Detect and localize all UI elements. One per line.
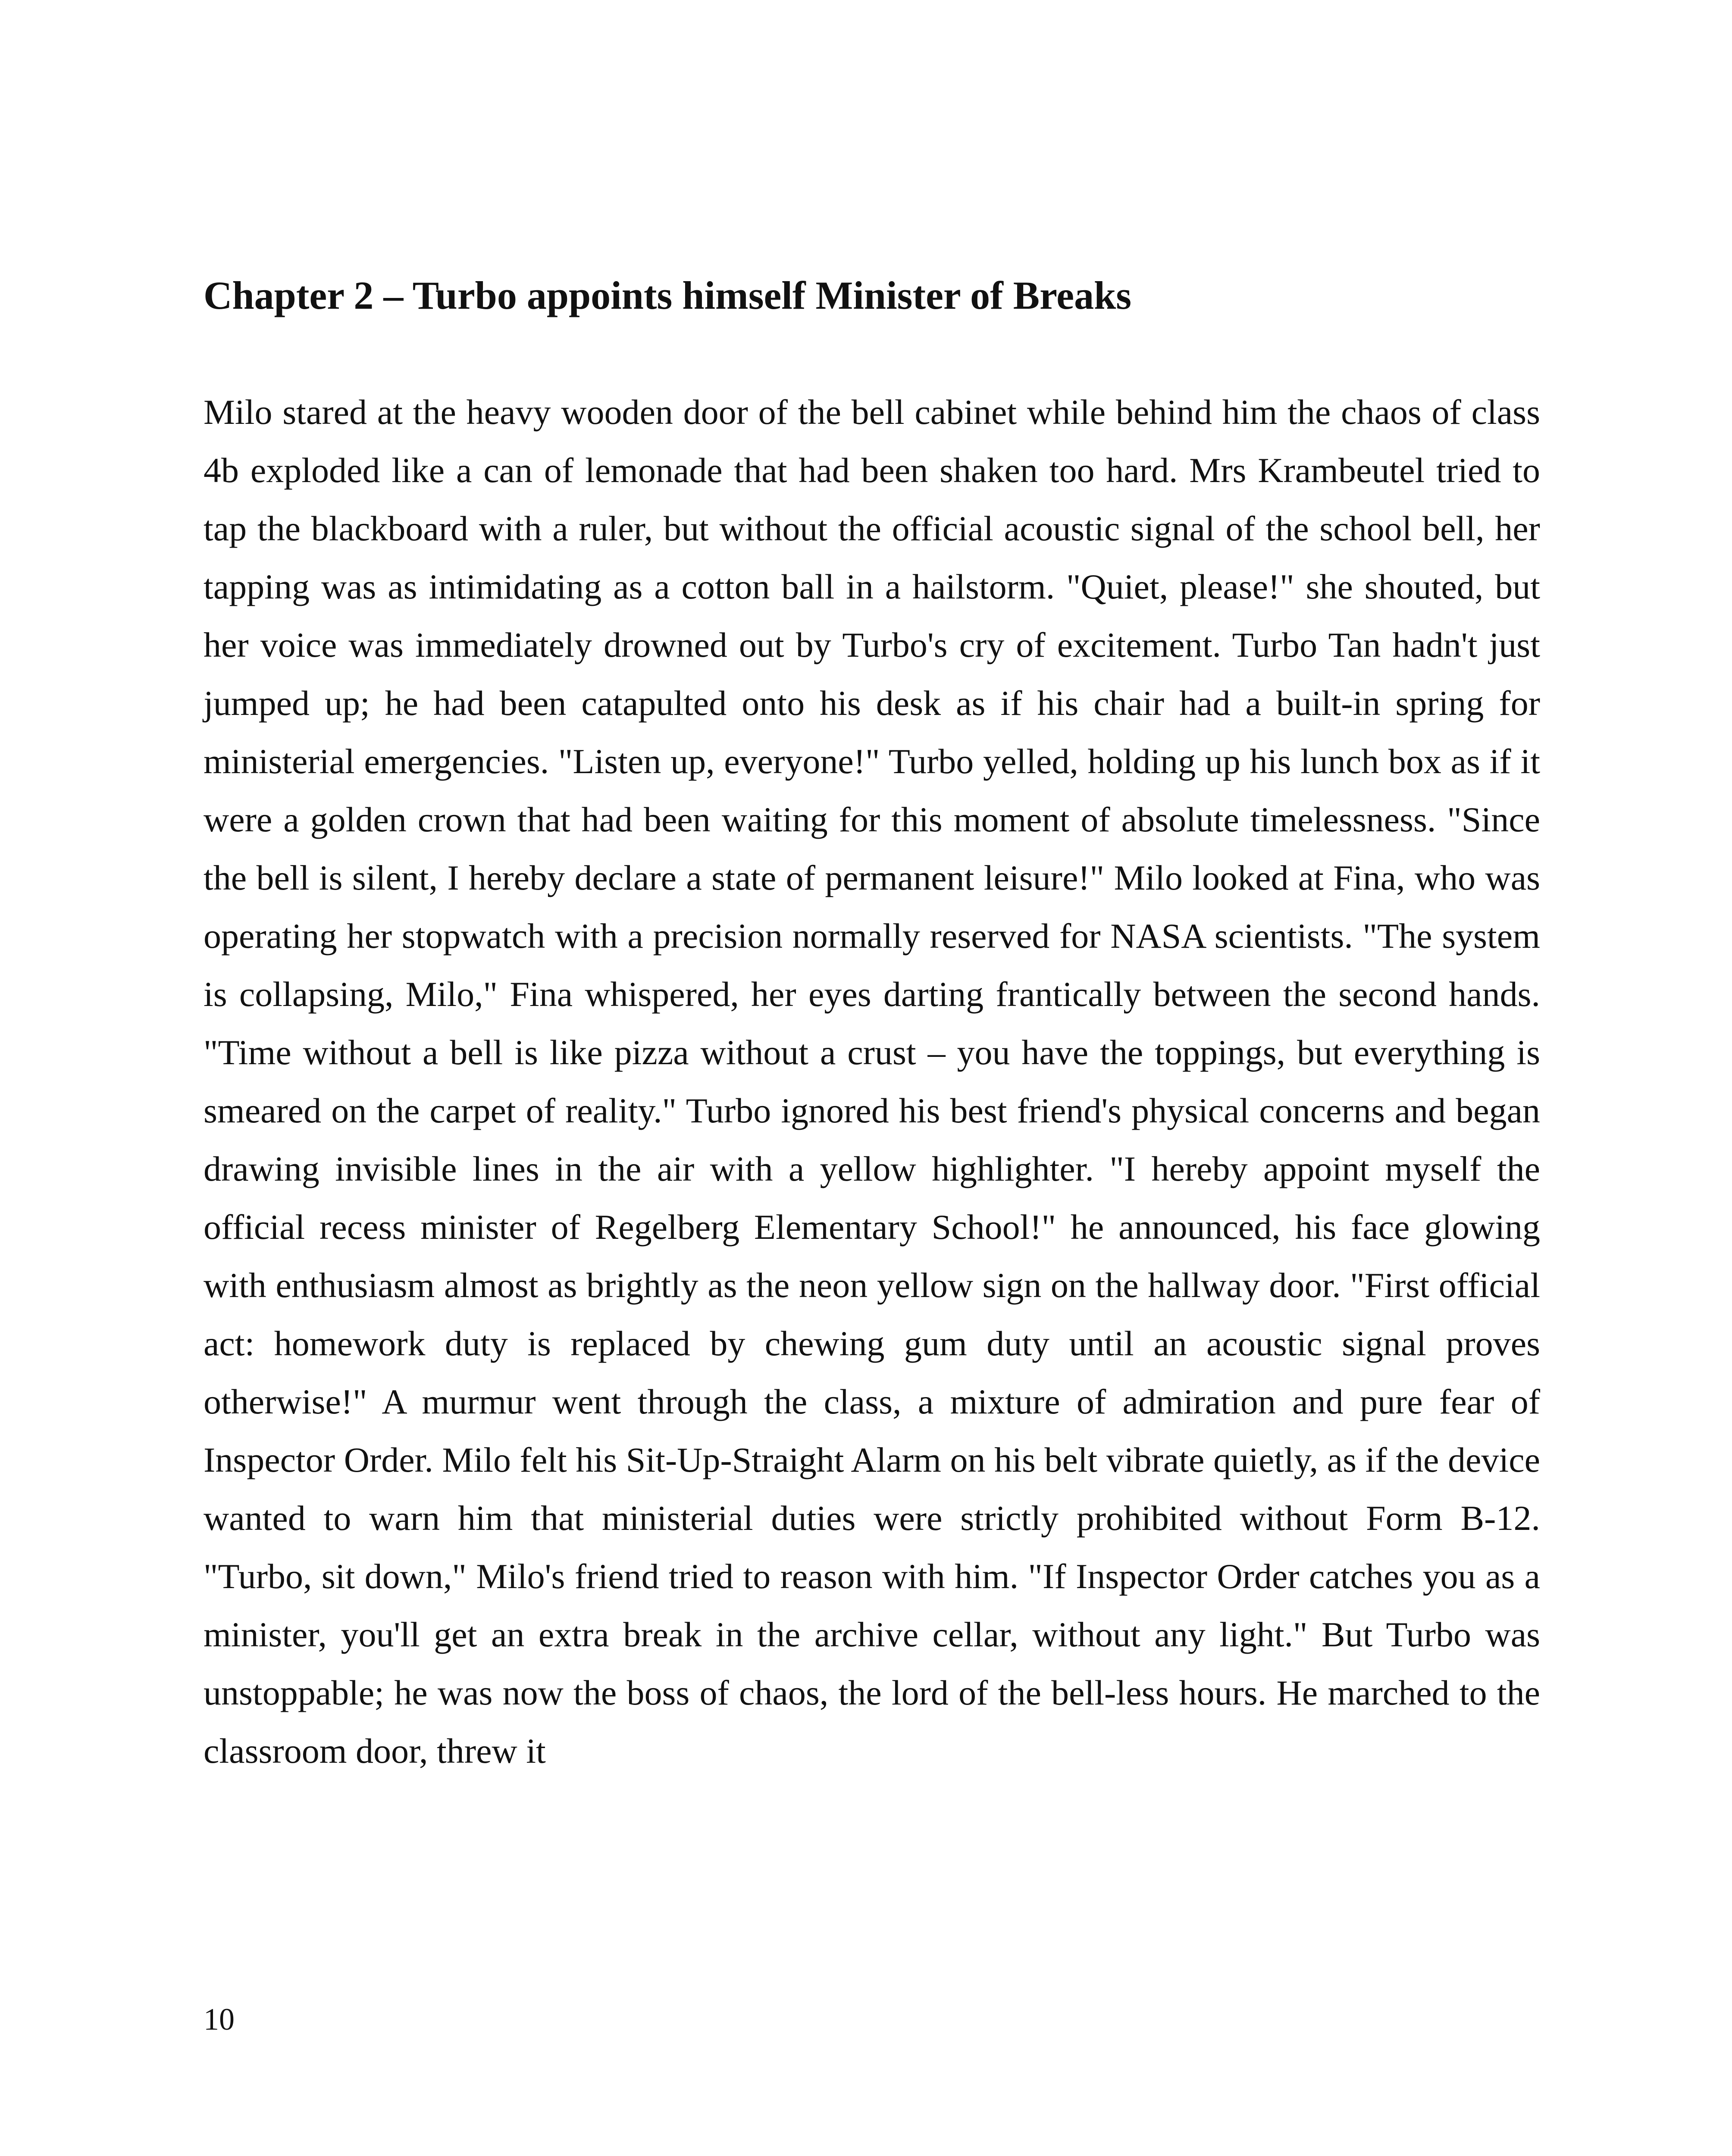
chapter-title: Chapter 2 – Turbo appoints himself Minister of Breaks: [204, 273, 1132, 317]
page-number: 10: [204, 2002, 235, 2037]
body-paragraph: Milo stared at the heavy wooden door of the bell cabinet while behind him the chaos of class 4b exploded like a can of lemonade that had been shaken too hard. Mrs Krambeutel tried to tap the blackboard with a ruler, but without the official acoustic signal of the school bell, her tapping was as intimidating as a cotton ball in a hailstorm. "Quiet, please!" she shouted, but her voice was immediately drowned out by Turbo's cry of excitement. Turbo Tan hadn't just jumped up; he had been catapulted onto his desk as if his chair had a built-in spring for ministerial emergencies. "Listen up, everyone!" Turbo yelled, holding up his lunch box as if it were a golden crown that had been waiting for this moment of absolute timelessness. "Since the bell is silent, I hereby declare a state of permanent leisure!" Milo looked at Fina, who was operating her stopwatch with a precision normally reserved for NASA scientists. "The system is collapsing, Milo," Fina whispered, her eyes darting frantically between the second hands. "Time without a bell is like pizza without a crust – you have the toppings, but everything is smeared on the carpet of reality." Turbo ignored his best friend's physical concerns and began drawing invisible lines in the air with a yellow highlighter. "I hereby appoint myself the official recess minister of Regelberg Elementary School!" he announced, his face glowing with enthusiasm almost as brightly as the neon yellow sign on the hallway door. "First official act: homework duty is replaced by chewing gum duty until an acoustic signal proves otherwise!" A murmur went through the class, a mixture of admiration and pure fear of Inspector Order. Milo felt his Sit-Up-Straight Alarm on his belt vibrate quietly, as if the device wanted to warn him that ministerial duties were strictly prohibited without Form B-12. "Turbo, sit down," Milo's friend tried to reason with him. "If Inspector Order catches you as a minister, you'll get an extra break in the archive cellar, without any light." But Turbo was unstoppable; he was now the boss of chaos, the lord of the bell-less hours. He marched to the classroom door, threw it: [204, 392, 1540, 1771]
